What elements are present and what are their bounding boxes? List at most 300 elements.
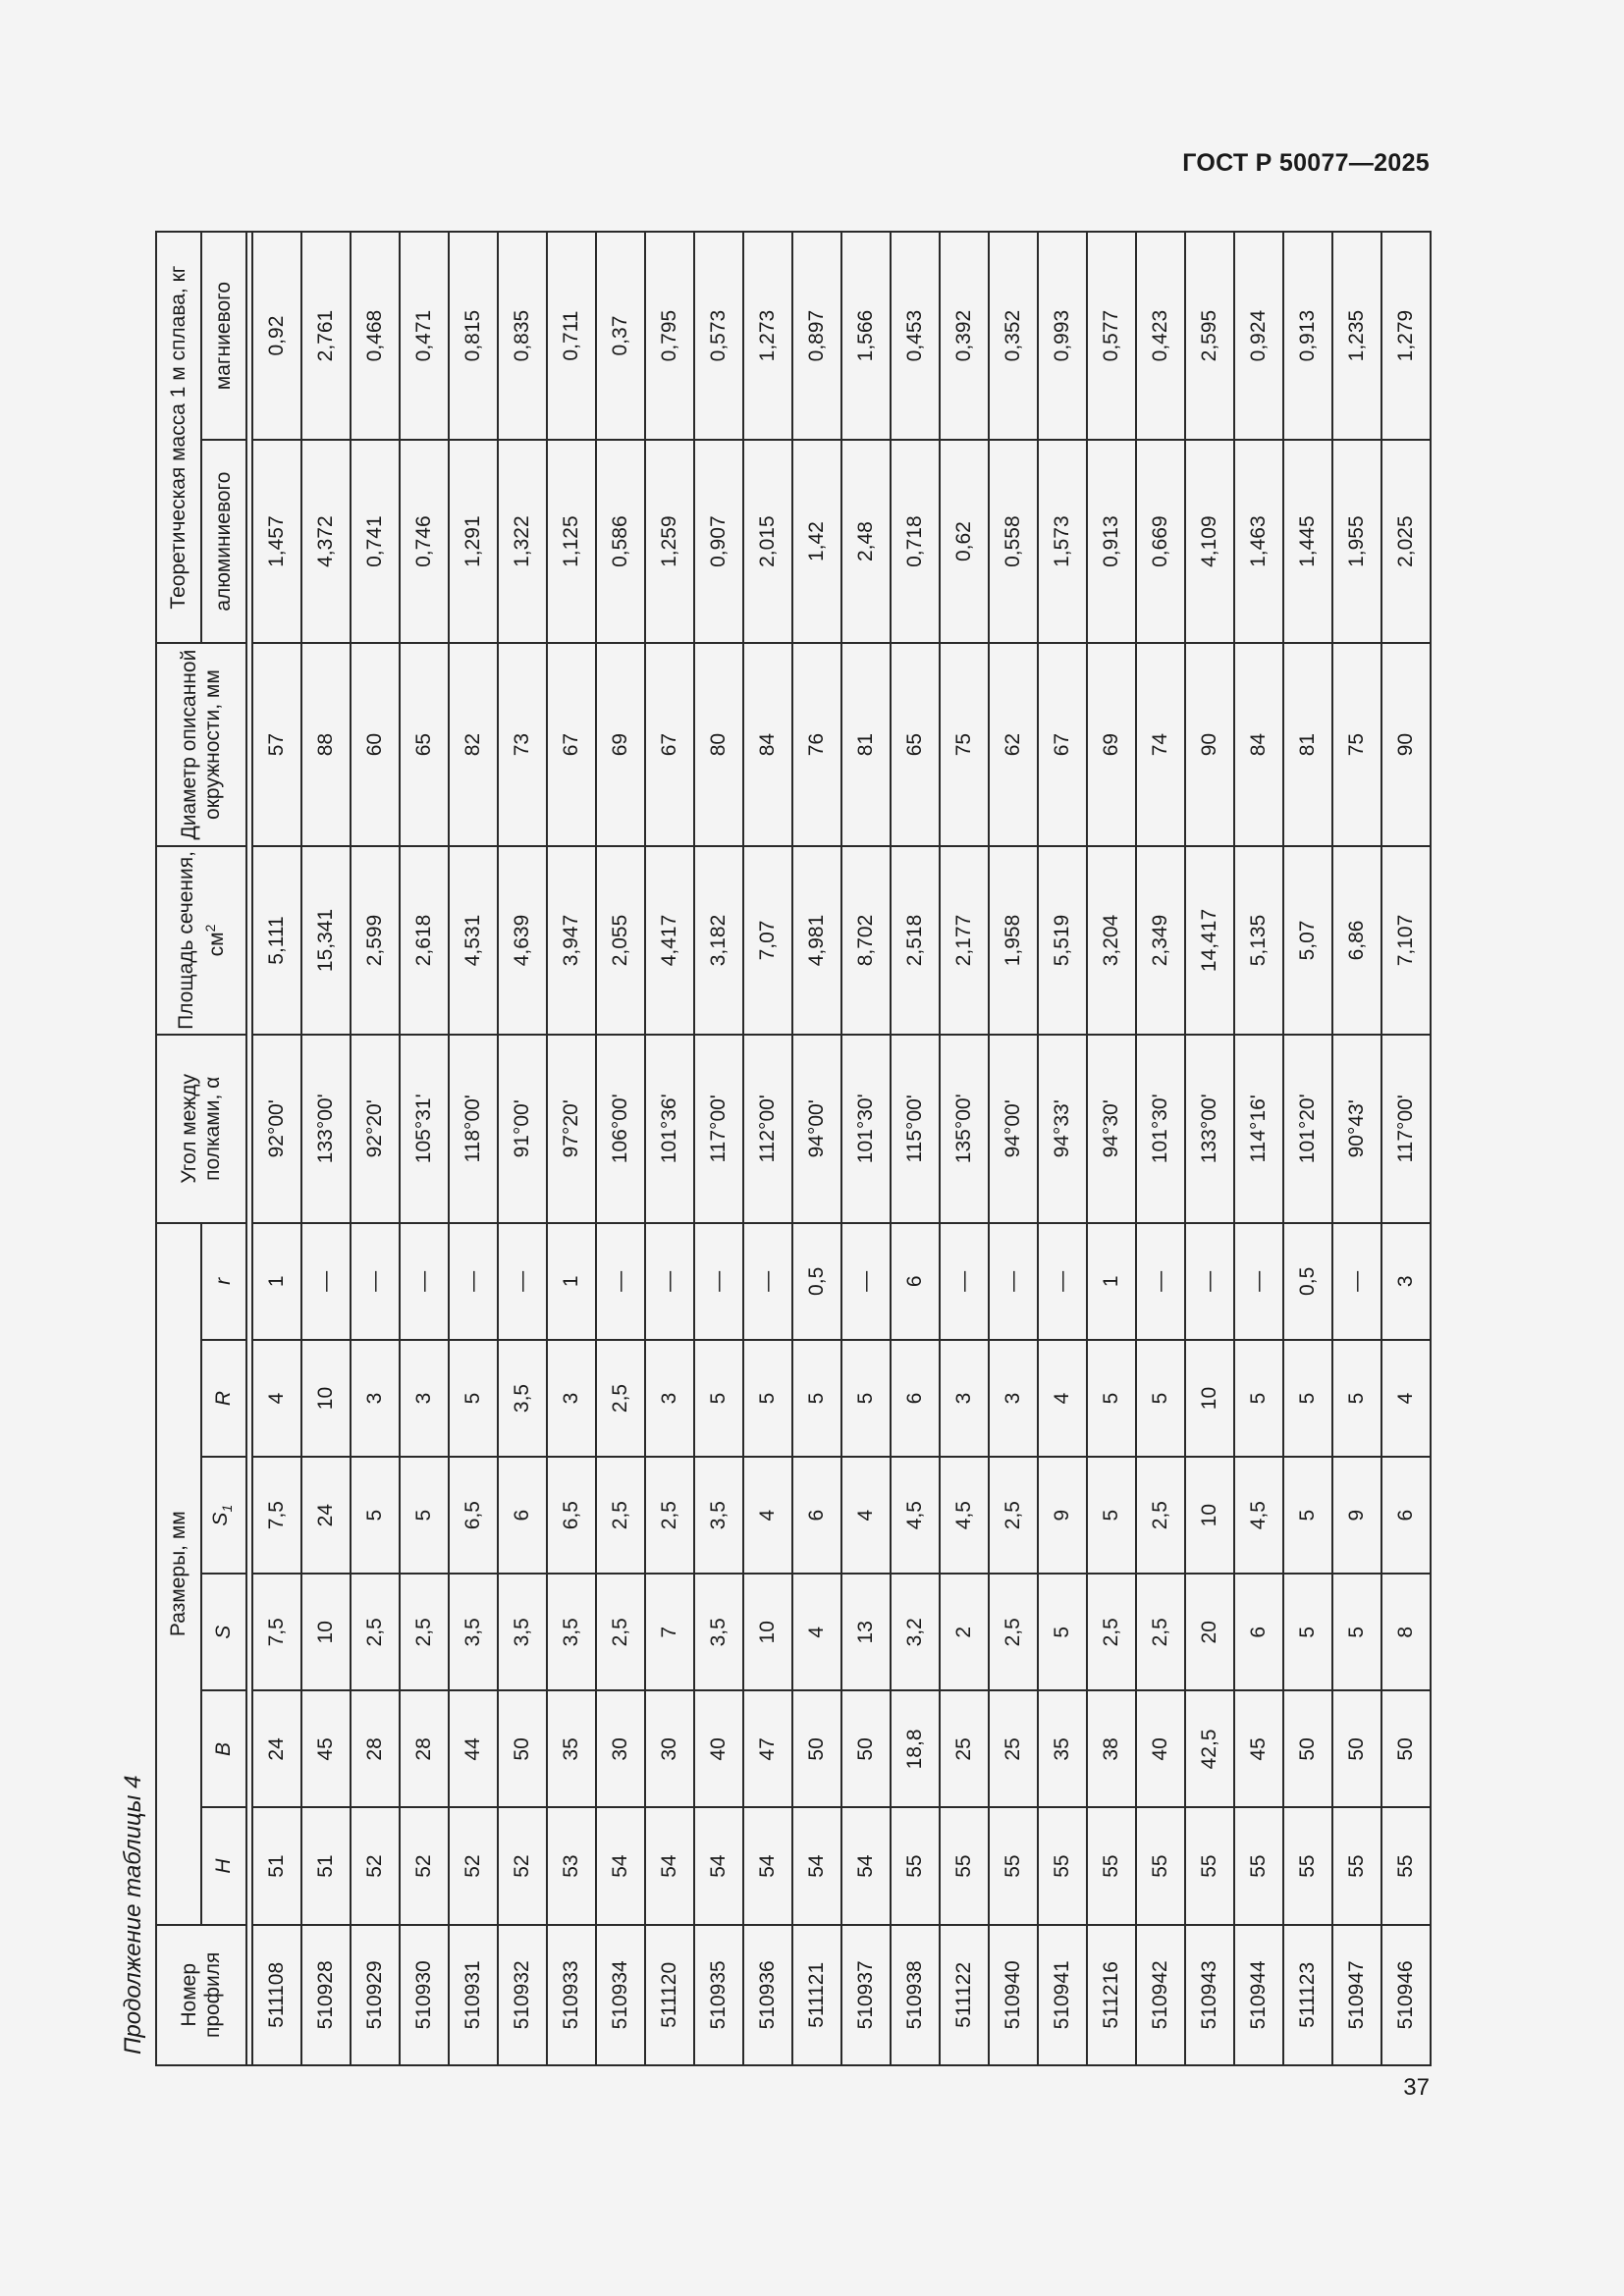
cell-mass-mg: 0,453 — [891, 232, 940, 440]
cell-R: 5 — [792, 1340, 841, 1457]
cell-H: 54 — [645, 1808, 694, 1925]
cell-diameter: 84 — [1234, 643, 1283, 846]
cell-mass-al: 0,669 — [1136, 440, 1185, 643]
cell-mass-al: 0,907 — [694, 440, 743, 643]
cell-R: 6 — [891, 1340, 940, 1457]
cell-S: 10 — [301, 1574, 351, 1690]
cell-r: 1 — [547, 1223, 596, 1340]
cell-R: 3 — [645, 1340, 694, 1457]
table-caption: Продолжение таблицы 4 — [120, 1775, 146, 2055]
cell-S1: 3,5 — [694, 1457, 743, 1574]
cell-r: — — [989, 1223, 1038, 1340]
cell-S1: 6 — [792, 1457, 841, 1574]
cell-mass-al: 0,586 — [596, 440, 645, 643]
cell-angle: 135°00' — [940, 1035, 989, 1223]
table-row — [301, 232, 351, 2065]
cell-mass-mg: 0,392 — [940, 232, 989, 440]
table-row — [1234, 232, 1283, 2065]
cell-S1: 5 — [1283, 1457, 1332, 1574]
cell-r: — — [841, 1223, 891, 1340]
cell-angle: 90°43' — [1332, 1035, 1381, 1223]
cell-mass-mg: 2,595 — [1185, 232, 1234, 440]
header-mass-group: Теоретическая масса 1 м сплава, кг — [156, 232, 201, 643]
table-row — [596, 232, 645, 2065]
table-row — [743, 232, 792, 2065]
profile-table — [155, 231, 1432, 2066]
cell-H: 55 — [1136, 1808, 1185, 1925]
cell-S1: 5 — [1087, 1457, 1136, 1574]
cell-profile: 510932 — [498, 1925, 547, 2065]
cell-B: 45 — [1234, 1690, 1283, 1807]
cell-mass-mg: 0,37 — [596, 232, 645, 440]
cell-diameter: 67 — [547, 643, 596, 846]
cell-area: 2,599 — [351, 846, 400, 1035]
cell-mass-al: 1,445 — [1283, 440, 1332, 643]
cell-mass-al: 1,573 — [1038, 440, 1087, 643]
cell-S: 10 — [743, 1574, 792, 1690]
cell-profile: 511123 — [1283, 1925, 1332, 2065]
cell-area: 8,702 — [841, 846, 891, 1035]
table-row — [351, 232, 400, 2065]
cell-S1: 9 — [1038, 1457, 1087, 1574]
cell-area: 5,111 — [252, 846, 301, 1035]
cell-S: 5 — [1283, 1574, 1332, 1690]
cell-profile: 511120 — [645, 1925, 694, 2065]
cell-diameter: 88 — [301, 643, 351, 846]
cell-area: 3,947 — [547, 846, 596, 1035]
cell-S: 2,5 — [400, 1574, 449, 1690]
cell-angle: 106°00' — [596, 1035, 645, 1223]
cell-profile: 510940 — [989, 1925, 1038, 2065]
cell-profile: 510933 — [547, 1925, 596, 2065]
cell-r: 3 — [1381, 1223, 1431, 1340]
cell-S1: 6 — [1381, 1457, 1431, 1574]
cell-diameter: 75 — [1332, 643, 1381, 846]
cell-S1: 10 — [1185, 1457, 1234, 1574]
cell-mass-mg: 0,795 — [645, 232, 694, 440]
cell-diameter: 65 — [400, 643, 449, 846]
cell-mass-al: 1,955 — [1332, 440, 1381, 643]
cell-mass-al: 4,372 — [301, 440, 351, 643]
cell-area: 2,055 — [596, 846, 645, 1035]
page-number: 37 — [1403, 2074, 1430, 2101]
cell-area: 15,341 — [301, 846, 351, 1035]
cell-profile: 510937 — [841, 1925, 891, 2065]
header-angle-text: Угол между полками, α — [178, 1074, 224, 1184]
cell-area: 14,417 — [1185, 846, 1234, 1035]
cell-area: 7,107 — [1381, 846, 1431, 1035]
cell-S: 4 — [792, 1574, 841, 1690]
cell-R: 5 — [1234, 1340, 1283, 1457]
cell-profile: 511108 — [252, 1925, 301, 2065]
cell-mass-mg: 0,573 — [694, 232, 743, 440]
cell-R: 5 — [1136, 1340, 1185, 1457]
cell-B: 50 — [841, 1690, 891, 1807]
cell-r: 1 — [1087, 1223, 1136, 1340]
cell-mass-mg: 1,235 — [1332, 232, 1381, 440]
cell-B: 45 — [301, 1690, 351, 1807]
cell-diameter: 57 — [252, 643, 301, 846]
cell-area: 3,204 — [1087, 846, 1136, 1035]
cell-H: 55 — [1038, 1808, 1087, 1925]
cell-angle: 91°00' — [498, 1035, 547, 1223]
cell-B: 40 — [694, 1690, 743, 1807]
cell-S1: 5 — [351, 1457, 400, 1574]
cell-profile: 510935 — [694, 1925, 743, 2065]
cell-R: 10 — [301, 1340, 351, 1457]
cell-B: 40 — [1136, 1690, 1185, 1807]
cell-S: 3,5 — [449, 1574, 498, 1690]
cell-H: 54 — [596, 1808, 645, 1925]
cell-S: 13 — [841, 1574, 891, 1690]
cell-mass-mg: 0,92 — [252, 232, 301, 440]
document-standard-header: ГОСТ Р 50077—2025 — [1182, 149, 1430, 177]
cell-angle: 133°00' — [301, 1035, 351, 1223]
cell-B: 50 — [1332, 1690, 1381, 1807]
table-row — [1283, 232, 1332, 2065]
cell-mass-al: 1,457 — [252, 440, 301, 643]
cell-S1: 2,5 — [596, 1457, 645, 1574]
cell-area: 5,519 — [1038, 846, 1087, 1035]
cell-R: 5 — [1087, 1340, 1136, 1457]
header-aluminium: алюминиевого — [201, 440, 246, 643]
cell-profile: 510946 — [1381, 1925, 1431, 2065]
cell-profile: 510938 — [891, 1925, 940, 2065]
cell-mass-al: 2,48 — [841, 440, 891, 643]
cell-S1: 4,5 — [891, 1457, 940, 1574]
cell-mass-mg: 0,993 — [1038, 232, 1087, 440]
cell-diameter: 90 — [1381, 643, 1431, 846]
cell-R: 4 — [1038, 1340, 1087, 1457]
cell-mass-mg: 1,273 — [743, 232, 792, 440]
cell-diameter: 76 — [792, 643, 841, 846]
cell-H: 55 — [1381, 1808, 1431, 1925]
cell-B: 28 — [400, 1690, 449, 1807]
cell-angle: 92°00' — [252, 1035, 301, 1223]
cell-R: 3 — [400, 1340, 449, 1457]
cell-B: 47 — [743, 1690, 792, 1807]
cell-diameter: 73 — [498, 643, 547, 846]
cell-R: 5 — [743, 1340, 792, 1457]
cell-diameter: 60 — [351, 643, 400, 846]
cell-area: 6,86 — [1332, 846, 1381, 1035]
cell-mass-al: 1,463 — [1234, 440, 1283, 643]
cell-H: 55 — [989, 1808, 1038, 1925]
cell-H: 55 — [1283, 1808, 1332, 1925]
cell-profile: 510943 — [1185, 1925, 1234, 2065]
cell-mass-al: 0,913 — [1087, 440, 1136, 643]
cell-S: 2,5 — [351, 1574, 400, 1690]
cell-r: 1 — [252, 1223, 301, 1340]
cell-S: 2,5 — [1087, 1574, 1136, 1690]
table-row — [252, 232, 301, 2065]
cell-R: 10 — [1185, 1340, 1234, 1457]
table-row — [1038, 232, 1087, 2065]
cell-B: 30 — [645, 1690, 694, 1807]
cell-mass-al: 1,291 — [449, 440, 498, 643]
table-row — [1185, 232, 1234, 2065]
header-r: r — [201, 1223, 246, 1340]
cell-H: 55 — [1332, 1808, 1381, 1925]
cell-H: 54 — [792, 1808, 841, 1925]
cell-H: 55 — [1185, 1808, 1234, 1925]
table-row — [1136, 232, 1185, 2065]
cell-area: 2,177 — [940, 846, 989, 1035]
cell-R: 3 — [940, 1340, 989, 1457]
cell-area: 4,417 — [645, 846, 694, 1035]
cell-angle: 92°20' — [351, 1035, 400, 1223]
cell-mass-al: 0,746 — [400, 440, 449, 643]
cell-mass-al: 4,109 — [1185, 440, 1234, 643]
cell-S1: 4,5 — [940, 1457, 989, 1574]
cell-r: — — [596, 1223, 645, 1340]
cell-R: 4 — [1381, 1340, 1431, 1457]
cell-diameter: 81 — [841, 643, 891, 846]
cell-B: 25 — [940, 1690, 989, 1807]
cell-r: — — [400, 1223, 449, 1340]
cell-mass-mg: 0,577 — [1087, 232, 1136, 440]
cell-S1: 6,5 — [449, 1457, 498, 1574]
cell-angle: 94°00' — [792, 1035, 841, 1223]
cell-mass-mg: 0,924 — [1234, 232, 1283, 440]
table-row — [792, 232, 841, 2065]
cell-S: 5 — [1332, 1574, 1381, 1690]
cell-mass-mg: 0,897 — [792, 232, 841, 440]
cell-angle: 105°31' — [400, 1035, 449, 1223]
cell-r: — — [1234, 1223, 1283, 1340]
cell-diameter: 69 — [1087, 643, 1136, 846]
cell-mass-al: 0,718 — [891, 440, 940, 643]
cell-mass-al: 1,42 — [792, 440, 841, 643]
header-magnesium: магниевого — [201, 232, 246, 440]
cell-diameter: 62 — [989, 643, 1038, 846]
cell-B: 44 — [449, 1690, 498, 1807]
cell-B: 50 — [1381, 1690, 1431, 1807]
cell-r: 0,5 — [1283, 1223, 1332, 1340]
table-row — [449, 232, 498, 2065]
table-row — [989, 232, 1038, 2065]
cell-angle: 94°30' — [1087, 1035, 1136, 1223]
header-sizes-group: Размеры, мм — [156, 1223, 201, 1925]
cell-S: 6 — [1234, 1574, 1283, 1690]
cell-angle: 133°00' — [1185, 1035, 1234, 1223]
header-S1-sub: 1 — [219, 1504, 236, 1513]
cell-diameter: 67 — [645, 643, 694, 846]
table-row — [1381, 232, 1431, 2065]
cell-S1: 4,5 — [1234, 1457, 1283, 1574]
table-row — [547, 232, 596, 2065]
cell-B: 28 — [351, 1690, 400, 1807]
cell-r: — — [301, 1223, 351, 1340]
header-S1 — [201, 1457, 246, 1574]
cell-S1: 9 — [1332, 1457, 1381, 1574]
cell-profile: 510928 — [301, 1925, 351, 2065]
cell-S: 5 — [1038, 1574, 1087, 1690]
cell-area: 3,182 — [694, 846, 743, 1035]
header-H: H — [201, 1808, 246, 1925]
cell-mass-mg: 0,835 — [498, 232, 547, 440]
cell-diameter: 69 — [596, 643, 645, 846]
cell-R: 3 — [547, 1340, 596, 1457]
header-area-text: Площадь сечения, см — [174, 851, 228, 1030]
cell-angle: 101°30' — [1136, 1035, 1185, 1223]
cell-R: 5 — [1283, 1340, 1332, 1457]
cell-profile: 510947 — [1332, 1925, 1381, 2065]
header-S1-text: S — [208, 1512, 232, 1526]
cell-S1: 2,5 — [1136, 1457, 1185, 1574]
cell-area: 2,518 — [891, 846, 940, 1035]
cell-diameter: 75 — [940, 643, 989, 846]
cell-S1: 4 — [743, 1457, 792, 1574]
cell-H: 54 — [694, 1808, 743, 1925]
cell-S: 8 — [1381, 1574, 1431, 1690]
cell-R: 4 — [252, 1340, 301, 1457]
cell-profile: 511216 — [1087, 1925, 1136, 2065]
cell-B: 24 — [252, 1690, 301, 1807]
cell-angle: 101°20' — [1283, 1035, 1332, 1223]
cell-S1: 6 — [498, 1457, 547, 1574]
cell-r: — — [743, 1223, 792, 1340]
cell-profile: 511122 — [940, 1925, 989, 2065]
cell-angle: 94°00' — [989, 1035, 1038, 1223]
cell-angle: 94°33' — [1038, 1035, 1087, 1223]
table-body — [252, 232, 1431, 2065]
cell-mass-al: 0,741 — [351, 440, 400, 643]
cell-r: — — [449, 1223, 498, 1340]
cell-mass-al: 1,259 — [645, 440, 694, 643]
cell-B: 25 — [989, 1690, 1038, 1807]
cell-profile: 511121 — [792, 1925, 841, 2065]
cell-S: 2,5 — [596, 1574, 645, 1690]
cell-r: — — [351, 1223, 400, 1340]
cell-S: 3,5 — [498, 1574, 547, 1690]
cell-mass-al: 2,025 — [1381, 440, 1431, 643]
cell-mass-mg: 0,815 — [449, 232, 498, 440]
cell-B: 18,8 — [891, 1690, 940, 1807]
cell-S: 7 — [645, 1574, 694, 1690]
cell-profile: 510934 — [596, 1925, 645, 2065]
cell-B: 50 — [498, 1690, 547, 1807]
cell-B: 30 — [596, 1690, 645, 1807]
header-area-sup: 2 — [201, 924, 218, 933]
cell-R: 5 — [694, 1340, 743, 1457]
header-diameter: Диаметр описанной окружности, мм — [156, 643, 246, 846]
cell-S1: 4 — [841, 1457, 891, 1574]
cell-B: 35 — [1038, 1690, 1087, 1807]
table-row — [645, 232, 694, 2065]
header-area — [156, 846, 246, 1035]
cell-H: 52 — [449, 1808, 498, 1925]
cell-B: 50 — [1283, 1690, 1332, 1807]
cell-H: 52 — [351, 1808, 400, 1925]
header-B: B — [201, 1690, 246, 1807]
table-row — [841, 232, 891, 2065]
cell-S: 2,5 — [1136, 1574, 1185, 1690]
rotated-table-page — [108, 231, 1434, 2066]
cell-S1: 24 — [301, 1457, 351, 1574]
cell-S: 3,5 — [694, 1574, 743, 1690]
cell-diameter: 84 — [743, 643, 792, 846]
cell-mass-mg: 0,913 — [1283, 232, 1332, 440]
cell-R: 3 — [351, 1340, 400, 1457]
table-row — [1087, 232, 1136, 2065]
cell-H: 54 — [743, 1808, 792, 1925]
header-row-1 — [156, 232, 201, 2065]
table-row — [940, 232, 989, 2065]
cell-S: 20 — [1185, 1574, 1234, 1690]
cell-angle: 115°00' — [891, 1035, 940, 1223]
cell-r: — — [694, 1223, 743, 1340]
cell-mass-mg: 0,468 — [351, 232, 400, 440]
cell-profile: 510929 — [351, 1925, 400, 2065]
cell-mass-mg: 0,423 — [1136, 232, 1185, 440]
cell-mass-al: 0,558 — [989, 440, 1038, 643]
cell-B: 50 — [792, 1690, 841, 1807]
cell-S: 3,5 — [547, 1574, 596, 1690]
cell-S1: 7,5 — [252, 1457, 301, 1574]
table-row — [498, 232, 547, 2065]
cell-H: 55 — [940, 1808, 989, 1925]
cell-angle: 117°00' — [1381, 1035, 1431, 1223]
header-S: S — [201, 1574, 246, 1690]
cell-r: — — [1185, 1223, 1234, 1340]
cell-diameter: 90 — [1185, 643, 1234, 846]
cell-S: 7,5 — [252, 1574, 301, 1690]
cell-area: 7,07 — [743, 846, 792, 1035]
cell-H: 55 — [1087, 1808, 1136, 1925]
cell-r: — — [1332, 1223, 1381, 1340]
header-angle — [156, 1035, 246, 1223]
cell-profile: 510941 — [1038, 1925, 1087, 2065]
table-row — [400, 232, 449, 2065]
cell-angle: 114°16' — [1234, 1035, 1283, 1223]
cell-area: 4,639 — [498, 846, 547, 1035]
cell-S: 3,2 — [891, 1574, 940, 1690]
cell-r: — — [498, 1223, 547, 1340]
cell-S1: 5 — [400, 1457, 449, 1574]
cell-B: 42,5 — [1185, 1690, 1234, 1807]
cell-r: — — [940, 1223, 989, 1340]
cell-H: 51 — [252, 1808, 301, 1925]
cell-area: 5,135 — [1234, 846, 1283, 1035]
header-R: R — [201, 1340, 246, 1457]
cell-H: 52 — [400, 1808, 449, 1925]
cell-H: 52 — [498, 1808, 547, 1925]
cell-r: — — [1136, 1223, 1185, 1340]
cell-diameter: 82 — [449, 643, 498, 846]
cell-S: 2,5 — [989, 1574, 1038, 1690]
cell-R: 5 — [841, 1340, 891, 1457]
cell-S1: 2,5 — [989, 1457, 1038, 1574]
cell-mass-al: 2,015 — [743, 440, 792, 643]
cell-area: 4,981 — [792, 846, 841, 1035]
cell-mass-al: 0,62 — [940, 440, 989, 643]
table-row — [891, 232, 940, 2065]
cell-diameter: 67 — [1038, 643, 1087, 846]
cell-angle: 118°00' — [449, 1035, 498, 1223]
cell-H: 51 — [301, 1808, 351, 1925]
cell-angle: 101°30' — [841, 1035, 891, 1223]
cell-mass-mg: 1,279 — [1381, 232, 1431, 440]
cell-R: 2,5 — [596, 1340, 645, 1457]
cell-angle: 112°00' — [743, 1035, 792, 1223]
cell-R: 5 — [1332, 1340, 1381, 1457]
cell-diameter: 65 — [891, 643, 940, 846]
cell-B: 35 — [547, 1690, 596, 1807]
cell-profile: 510930 — [400, 1925, 449, 2065]
cell-area: 2,618 — [400, 846, 449, 1035]
cell-area: 5,07 — [1283, 846, 1332, 1035]
